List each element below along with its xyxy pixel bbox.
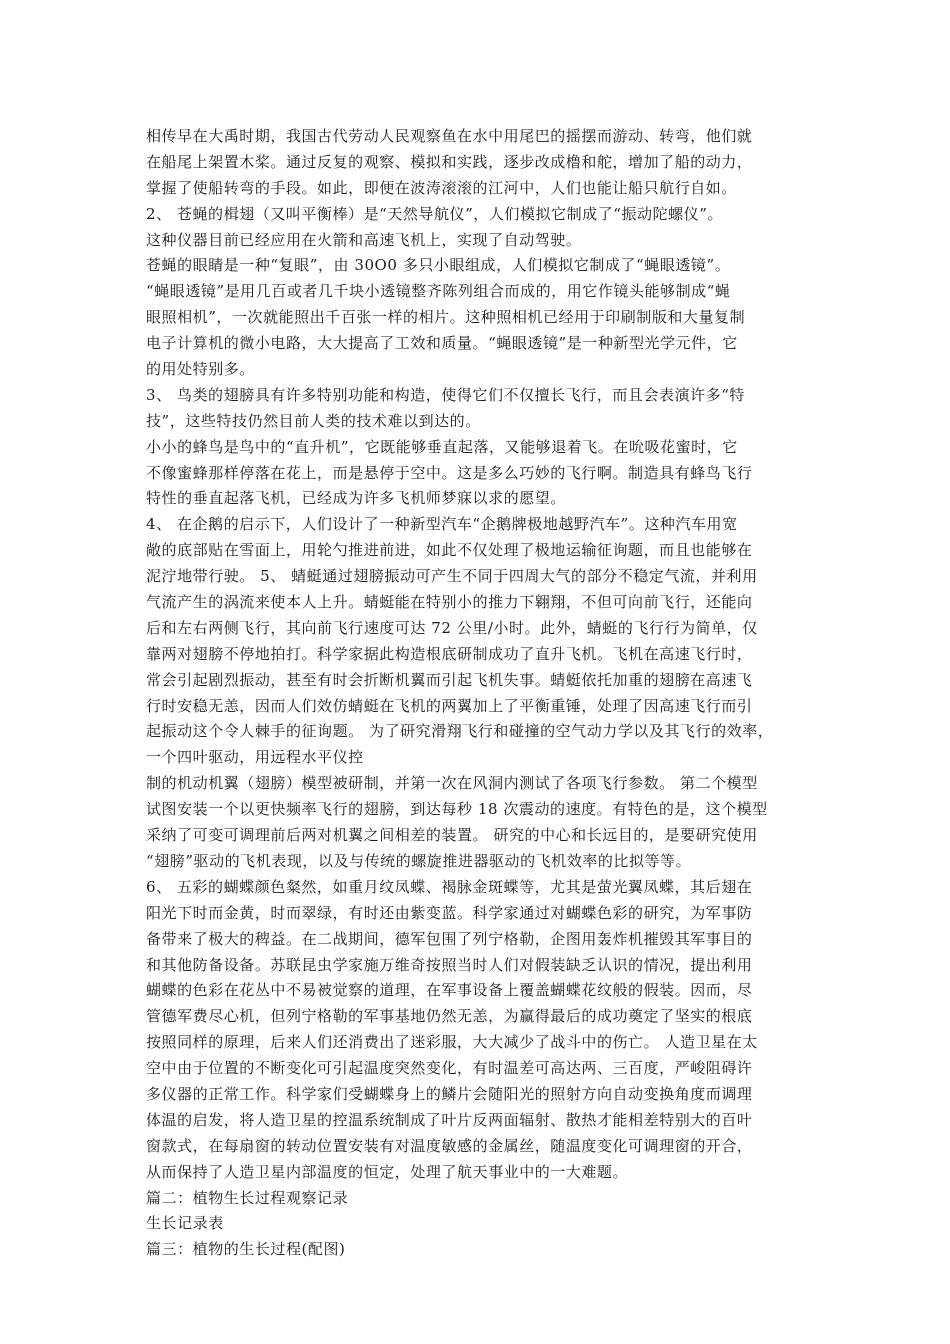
text-line: 气流产生的涡流来使本人上升。蜻蜓能在特别小的推力下翱翔，不但可向前飞行，还能向 xyxy=(146,593,753,612)
text-line: 起振动这个令人棘手的征询题。 为了研究滑翔飞行和碰撞的空气动力学以及其飞行的效率， xyxy=(146,722,774,741)
text-line: 常会引起剧烈振动，甚至有时会折断机翼而引起飞机失事。蜻蜓依托加重的翅膀在高速飞 xyxy=(146,670,753,689)
text-line: 和其他防备设备。苏联昆虫学家施万维奇按照当时人们对假装缺乏认识的情况，提出利用 xyxy=(146,955,753,974)
text-line: 在船尾上架置木桨。通过反复的观察、模拟和实践，逐步改成橹和舵，增加了船的动力， xyxy=(146,152,753,171)
text-line: 敞的底部贴在雪面上，用轮勺推进前进，如此不仅处理了极地运输征询题，而且也能够在 xyxy=(146,541,753,560)
text-line: 3、 鸟类的翅膀具有许多特别功能和构造，使得它们不仅擅长飞行，而且会表演许多“特 xyxy=(146,385,745,404)
text-line: 篇二：植物生长过程观察记录 xyxy=(146,1188,349,1207)
text-line: 试图安装一个以更快频率飞行的翅膀，到达每秒 18 次震动的速度。有特色的是，这个模型 xyxy=(146,800,768,819)
text-line: 管德军费尽心机，但列宁格勒的军事基地仍然无恙，为赢得最后的成功奠定了坚实的根底 xyxy=(146,1007,753,1026)
text-line: 不像蜜蜂那样停落在花上，而是悬停于空中。这是多么巧妙的飞行啊。制造具有蜂鸟飞行 xyxy=(146,463,753,482)
section-heading xyxy=(146,1263,818,1289)
text-line: 4、 在企鹅的启示下，人们设计了一种新型汽车“企鹅牌极地越野汽车”。这种汽车用宽 xyxy=(146,515,738,534)
text-line: 从而保持了人造卫星内部温度的恒定，处理了航天事业中的一大难题。 xyxy=(146,1162,629,1181)
section-subheading: 篇三：植物的生长过程(配图) xyxy=(146,1240,346,1259)
text-line: 多仪器的正常工作。科学家们受蝴蝶身上的鳞片会随阳光的照射方向自动变换角度而调理 xyxy=(146,1084,753,1103)
text-line: 行时安稳无恙，因而人们效仿蜻蜓在飞机的两翼加上了平衡重锤，处理了因高速飞行而引 xyxy=(146,696,753,715)
text-line: 蝴蝶的色彩在花丛中不易被觉察的道理，在军事设备上覆盖蝴蝶花纹般的假装。因而，尽 xyxy=(146,981,753,1000)
text-line: “蝇眼透镜”是用几百或者几千块小透镜整齐陈列组合而成的，用它作镜头能够制成“蝇 xyxy=(146,282,731,301)
text-line: “翅膀”驱动的飞机表现，以及与传统的螺旋推进器驱动的飞机效率的比拟等等。 xyxy=(146,851,692,870)
text-line: 采纳了可变可调理前后两对机翼之间相差的装置。 研究的中心和长远目的，是要研究使用 xyxy=(146,826,758,845)
text-line: 制的机动机翼（翅膀）模型被研制，并第一次在风洞内测试了各项飞行参数。 第二个模型 xyxy=(146,774,758,793)
text-line: 眼照相机”，一次就能照出千百张一样的相片。这种照相机已经用于印刷制版和大量复制 xyxy=(146,308,746,327)
text-line: 靠两对翅膀不停地拍打。科学家据此构造根底研制成功了直升飞机。飞机在高速飞行时， xyxy=(146,644,753,663)
text-line: 相传早在大禹时期，我国古代劳动人民观察鱼在水中用尾巴的摇摆而游动、转弯，他们就 xyxy=(146,127,753,145)
text-line: 窗款式，在每扇窗的转动位置安装有对温度敏感的金属丝，随温度变化可调理窗的开合， xyxy=(146,1136,753,1155)
text-line: 小小的蜂鸟是鸟中的“直升机”，它既能够垂直起落，又能够退着飞。在吮吸花蜜时，它 xyxy=(146,437,738,456)
text-line: 技”，这些特技仍然目前人类的技术难以到达的。 xyxy=(146,411,481,430)
text-line: 苍蝇的眼睛是一种“复眼”，由 30O0 多只小眼组成，人们模拟它制成了“蝇眼透镜”。 xyxy=(146,256,731,275)
text-line: 备带来了极大的稗益。在二战期间，德军包围了列宁格勒，企图用轰炸机摧毁其军事目的 xyxy=(146,929,753,948)
text-line: 掌握了使船转弯的手段。如此，即便在波涛滚滚的江河中，人们也能让船只航行自如。 xyxy=(146,178,737,197)
text-line: 的用处特别多。 xyxy=(146,360,255,379)
text-line: 后和左右两侧飞行，其向前飞行速度可达 72 公里/小时。此外，蜻蜓的飞行行为简单，仅 xyxy=(146,618,758,637)
text-line: 泥泞地带行驶。 5、 蜻蜓通过翅膀振动可产生不同于四周大气的部分不稳定气流，并利用 xyxy=(146,567,758,586)
text-line: 体温的启发，将人造卫星的控温系统制成了叶片反两面辐射、散热才能相差特别大的百叶 xyxy=(146,1110,753,1129)
text-line: 电子计算机的微小电路，大大提高了工效和质量。“蝇眼透镜”是一种新型光学元件，它 xyxy=(146,334,738,353)
text-line: 按照同样的原理，后来人们还消费出了迷彩服，大大减少了战斗中的伤亡。 人造卫星在太 xyxy=(146,1033,758,1052)
document-body xyxy=(146,124,818,1289)
text-line: 阳光下时而金黄，时而翠绿，有时还由紫变蓝。科学家通过对蝴蝶色彩的研究，为军事防 xyxy=(146,903,753,922)
text-line: 特性的垂直起落飞机，已经成为许多飞机师梦寐以求的愿望。 xyxy=(146,489,566,508)
text-line: 空中由于位置的不断变化可引起温度突然变化，有时温差可高达两、三百度，严峻阻碍许 xyxy=(146,1059,753,1078)
text-line: 这种仪器目前已经应用在火箭和高速飞机上，实现了自动驾驶。 xyxy=(146,230,582,249)
text-line: 2、 苍蝇的楫翅（又叫平衡棒）是“天然导航仪”，人们模拟它制成了“振动陀螺仪”。 xyxy=(146,204,723,223)
text-line: 6、 五彩的蝴蝶颜色粲然，如重月纹凤蝶、褐脉金斑蝶等，尤其是萤光翼凤蝶，其后翅在 xyxy=(146,877,753,896)
text-line: 一个四叶驱动，用远程水平仪控 xyxy=(146,748,364,767)
section-heading: 生长记录表 xyxy=(146,1214,224,1233)
